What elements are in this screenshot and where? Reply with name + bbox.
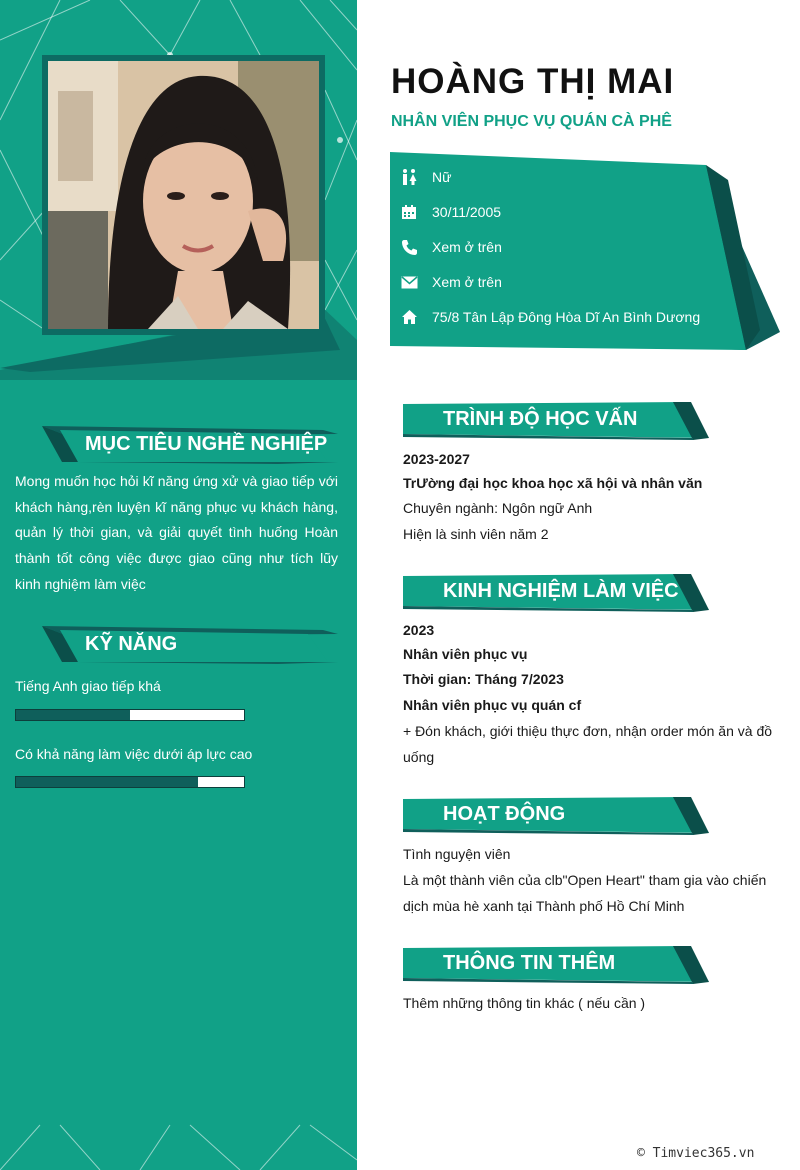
skills-heading	[38, 622, 338, 666]
home-icon	[396, 304, 422, 330]
skills-title: KỸ NĂNG	[85, 633, 178, 655]
education-school: TrƯờng đại học khoa học xã hội và nhân văn	[403, 475, 703, 491]
phone-value: Xem ở trên	[432, 239, 502, 255]
phone-icon	[396, 234, 422, 260]
skill-fill-2	[16, 777, 198, 787]
candidate-name: HOÀNG THỊ MAI	[391, 62, 675, 101]
contact-birthday	[396, 198, 501, 226]
sidebar-notch	[357, 420, 361, 1040]
calendar-icon	[396, 199, 422, 225]
additional-heading	[403, 944, 711, 986]
envelope-icon	[396, 269, 422, 295]
experience-title: KINH NGHIỆM LÀM VIỆC	[443, 580, 679, 602]
experience-year: 2023	[403, 622, 435, 638]
experience-heading	[403, 572, 711, 614]
contact-phone	[396, 233, 502, 261]
address-value: 75/8 Tân Lập Đông Hòa Dĩ An Bình Dương	[432, 309, 701, 325]
additional-text: Thêm những thông tin khác ( nếu cần )	[403, 995, 646, 1011]
experience-time: Thời gian: Tháng 7/2023	[403, 671, 564, 687]
watermark: © Timviec365.vn	[637, 1146, 755, 1161]
experience-position: Nhân viên phục vụ	[403, 646, 528, 662]
activities-heading	[403, 795, 711, 837]
education-heading	[403, 400, 711, 442]
contact-gender	[396, 163, 451, 191]
experience-description: + Đón khách, giới thiệu thực đơn, nhận order món ăn và đồ uống	[403, 723, 773, 765]
contact-address	[396, 303, 700, 331]
activities-description: Là một thành viên của clb"Open Heart" tham gia vào chiến dịch mùa hè xanh tại Thành phố Hồ Chí Minh	[403, 872, 767, 914]
education-major: Chuyên ngành: Ngôn ngữ Anh	[403, 500, 593, 516]
objective-text: Mong muốn học hỏi kĩ năng ứng xử và giao tiếp với khách hàng,rèn luyện kĩ năng phục vụ khách hàng, quản lý thời gian, và giải quyết tình huống Hoàn thành tốt công việc được giao cũng như tích lũy kinh nghiệm làm việc	[15, 473, 338, 592]
activities-title: HOẠT ĐỘNG	[443, 803, 566, 825]
additional-title: THÔNG TIN THÊM	[443, 952, 616, 974]
skill-label-1: Tiếng Anh giao tiếp khá	[15, 678, 161, 694]
contact-email	[396, 268, 502, 296]
education-period: 2023-2027	[403, 451, 470, 467]
skill-label-2: Có khả năng làm việc dưới áp lực cao	[15, 746, 253, 762]
education-title: TRÌNH ĐỘ HỌC VẤN	[443, 408, 638, 430]
gender-icon	[396, 164, 422, 190]
gender-value: Nữ	[432, 169, 452, 185]
email-value: Xem ở trên	[432, 274, 502, 290]
skill-bar-1	[15, 709, 245, 721]
objective-heading	[38, 422, 338, 466]
birthday-value: 30/11/2005	[432, 204, 502, 220]
education-status: Hiện là sinh viên năm 2	[403, 526, 549, 542]
objective-title: MỤC TIÊU NGHỀ NGHIỆP	[85, 433, 328, 455]
activities-role: Tình nguyện viên	[403, 846, 511, 862]
skill-fill-1	[16, 710, 130, 720]
job-title: NHÂN VIÊN PHỤC VỤ QUÁN CÀ PHÊ	[391, 113, 672, 130]
experience-company: Nhân viên phục vụ quán cf	[403, 697, 582, 713]
profile-photo	[48, 61, 319, 329]
skill-bar-2	[15, 776, 245, 788]
